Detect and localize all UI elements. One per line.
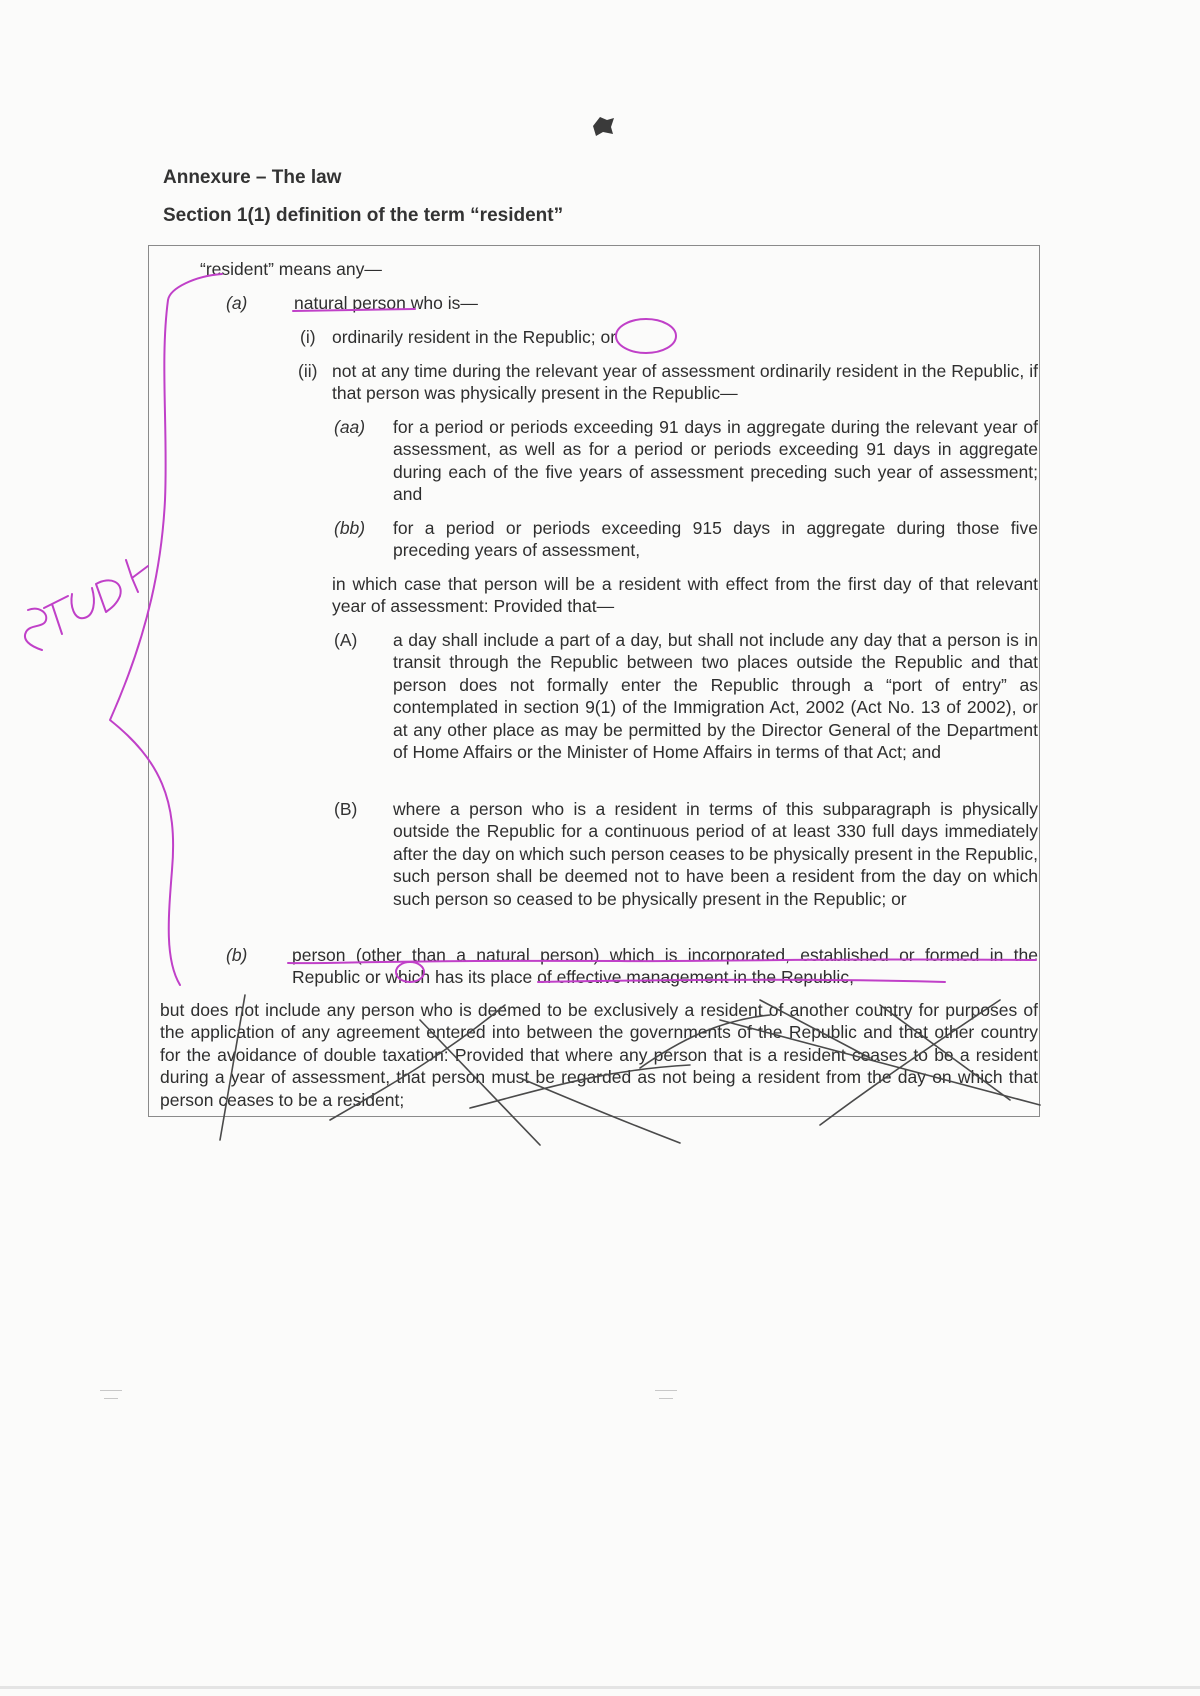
faint-mark	[100, 1390, 122, 1391]
item-A-label: (A)	[334, 630, 358, 650]
para-b-label: (b)	[226, 945, 248, 965]
study-annotation	[25, 560, 148, 650]
ink-smudge	[590, 114, 616, 138]
sub-ii-label: (ii)	[298, 361, 318, 381]
item-bb-text: for a period or periods exceeding 915 days in aggregate during those five preceding years of assessment,	[393, 518, 1038, 561]
item-A-text: a day shall include a part of a day, but shall not include any day that a person is in transit through the Republic between two places outside the Republic and that person does not formally enter the Republic through a “port of entry” as contemplated in section 9(1) of the Immigration Act, 2002 (Act No. 13 of 2002), or at any other place as may be permitted by the Director General of the Department of Home Affairs or the Minister of Home Affairs in terms of that Act; and	[393, 630, 1038, 763]
proviso-text: but does not include any person who is deemed to be exclusively a resident of another country for purposes of the application of any agreement entered into between the governments of the Republic and that other country for the avoidance of double taxation: Provided that where any person that is a resident ceases to be a resident during a year of assessment, that person must be regarded as not being a resident from the day on which that person ceases to be a resident;	[160, 1000, 1038, 1110]
scan-edge	[0, 1686, 1200, 1689]
item-B-text: where a person who is a resident in terms of this subparagraph is physically outside the Republic for a continuous period of at least 330 full days immediately after the day on which such person ceases to be physically present in the Republic, such person shall be deemed not to have been a resident from the day on which such person so ceased to be physically present in the Republic; or	[393, 799, 1038, 909]
para-a-label: (a)	[226, 293, 248, 313]
faint-mark	[659, 1398, 673, 1399]
item-B-label: (B)	[334, 799, 358, 819]
para-b-text: person (other than a natural person) which is incorporated, established or formed in the Republic or which has its place of effective management in the Republic,	[292, 945, 1038, 988]
faint-mark	[655, 1390, 677, 1391]
item-bb-label: (bb)	[334, 518, 366, 538]
sub-i-label: (i)	[300, 327, 316, 347]
sub-i-text: ordinarily resident in the Republic; or	[332, 327, 617, 347]
section-title: Section 1(1) definition of the term “resident”	[163, 205, 564, 226]
item-aa-text: for a period or periods exceeding 91 days in aggregate during the relevant year of assessment, as well as for a period or periods exceeding 91 days in aggregate during each of the five years of assessment preceding such year of assessment; and	[393, 417, 1038, 505]
item-aa-label: (aa)	[334, 417, 366, 437]
faint-mark	[104, 1398, 118, 1399]
page-heading: Annexure – The law	[163, 167, 342, 188]
sub-ii-text: not at any time during the relevant year of assessment ordinarily resident in the Republic, if that person was physically present in the Republic—	[332, 361, 1038, 404]
definition-intro: “resident” means any—	[200, 259, 382, 279]
in-which-case-text: in which case that person will be a resident with effect from the first day of that relevant year of assessment: Provided that—	[332, 574, 1038, 617]
para-a-text: natural person who is—	[294, 293, 478, 313]
